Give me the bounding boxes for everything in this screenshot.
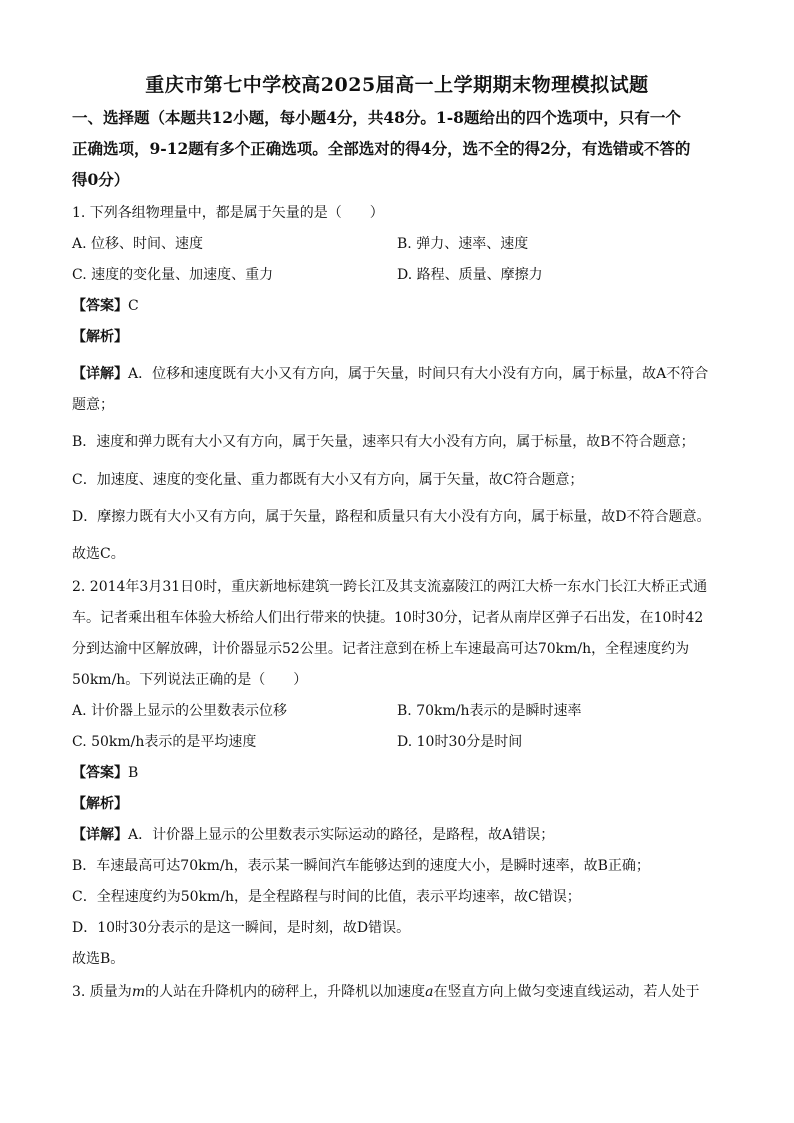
section-header-line-2: 正确选项，9-12题有多个正确选项。全部选对的得4分，选不全的得2分，有选错或不答的 <box>72 139 691 158</box>
q2-answer-tag: 【答案】 <box>72 765 128 781</box>
q3-stem-part-1: 3. 质量为 <box>72 984 132 1000</box>
q2-option-d: D. 10时30分是时间 <box>397 734 523 750</box>
q1-answer-tag: 【答案】 <box>72 298 128 314</box>
q2-option-b: B. 70km/h表示的是瞬时速率 <box>397 703 582 719</box>
q2-stem-line-3: 分到达渝中区解放碑，计价器显示52公里。记者注意到在桥上车速最高可达70km/h，全程速度约为 <box>72 641 690 657</box>
q1-conclusion: 故选C。 <box>72 546 125 562</box>
q1-answer-value: C <box>128 298 139 314</box>
q1-option-d: D. 路程、质量、摩擦力 <box>397 267 543 283</box>
q1-detail-tag: 【详解】 <box>72 366 128 382</box>
q1-detail-a-text: A．位移和速度既有大小又有方向，属于矢量，时间只有大小没有方向，属于标量，故A不符合 <box>128 366 709 382</box>
q2-answer-value: B <box>128 765 139 781</box>
q2-option-a: A. 计价器上显示的公里数表示位移 <box>72 703 288 719</box>
q2-detail-a-text: A．计价器上显示的公里数表示实际运动的路径，是路程，故A错误； <box>128 827 555 843</box>
q1-detail-a-line-2: 题意； <box>72 397 114 413</box>
q1-detail-b: B．速度和弹力既有大小又有方向，属于矢量，速率只有大小没有方向，属于标量，故B不符合题意； <box>72 434 695 450</box>
q1-option-b: B. 弹力、速率、速度 <box>397 236 529 252</box>
section-header-line-3: 得0分） <box>72 170 130 189</box>
q1-answer <box>72 298 139 314</box>
section-header-line-1: 一、选择题（本题共12小题，每小题4分，共48分。1-8题给出的四个选项中，只有一个 <box>72 108 681 127</box>
q3-var-m: m <box>131 984 146 1000</box>
q3-stem-part-3: 在竖直方向上做匀变速直线运动，若人处于 <box>433 984 700 1000</box>
q2-stem-line-1: 2. 2014年3月31日0时，重庆新地标建筑一跨长江及其支流嘉陵江的两江大桥一东水门长江大桥正式通 <box>72 579 708 595</box>
exam-title: 重庆市第七中学校高2025届高一上学期期末物理模拟试题 <box>145 74 649 96</box>
q2-stem-line-4: 50km/h。下列说法正确的是（ ） <box>72 672 308 688</box>
q2-detail-d: D．10时30分表示的是这一瞬间，是时刻，故D错误。 <box>72 920 411 936</box>
q1-detail-c: C．加速度、速度的变化量、重力都既有大小又有方向，属于矢量，故C符合题意； <box>72 472 584 488</box>
q1-option-a: A. 位移、时间、速度 <box>72 236 204 252</box>
q1-option-c: C. 速度的变化量、加速度、重力 <box>72 267 274 283</box>
q2-conclusion: 故选B。 <box>72 951 125 967</box>
q3-stem <box>72 984 699 1000</box>
q1-detail-a-line-1 <box>72 366 708 382</box>
q2-analysis-tag: 【解析】 <box>72 796 128 812</box>
q1-stem: 1. 下列各组物理量中，都是属于矢量的是（ ） <box>72 205 384 221</box>
q2-answer <box>72 765 138 781</box>
q3-stem-part-2: 的人站在升降机内的磅秤上，升降机以加速度 <box>145 984 426 1000</box>
q2-detail-tag: 【详解】 <box>72 827 128 843</box>
q3-var-a: a <box>425 984 434 1000</box>
q1-detail-d: D．摩擦力既有大小又有方向，属于矢量，路程和质量只有大小没有方向，属于标量，故D不符合题意。 <box>72 509 711 525</box>
q1-analysis-tag: 【解析】 <box>72 329 128 345</box>
q2-option-c: C. 50km/h表示的是平均速度 <box>72 734 257 750</box>
q2-detail-c: C．全程速度约为50km/h，是全程路程与时间的比值，表示平均速率，故C错误； <box>72 889 581 905</box>
q2-detail-a <box>72 827 554 843</box>
q2-stem-line-2: 车。记者乘出租车体验大桥给人们出行带来的快捷。10时30分，记者从南岸区弹子石出发，在10时42 <box>72 610 704 626</box>
q2-detail-b: B．车速最高可达70km/h，表示某一瞬间汽车能够达到的速度大小，是瞬时速率，故B正确； <box>72 858 650 874</box>
